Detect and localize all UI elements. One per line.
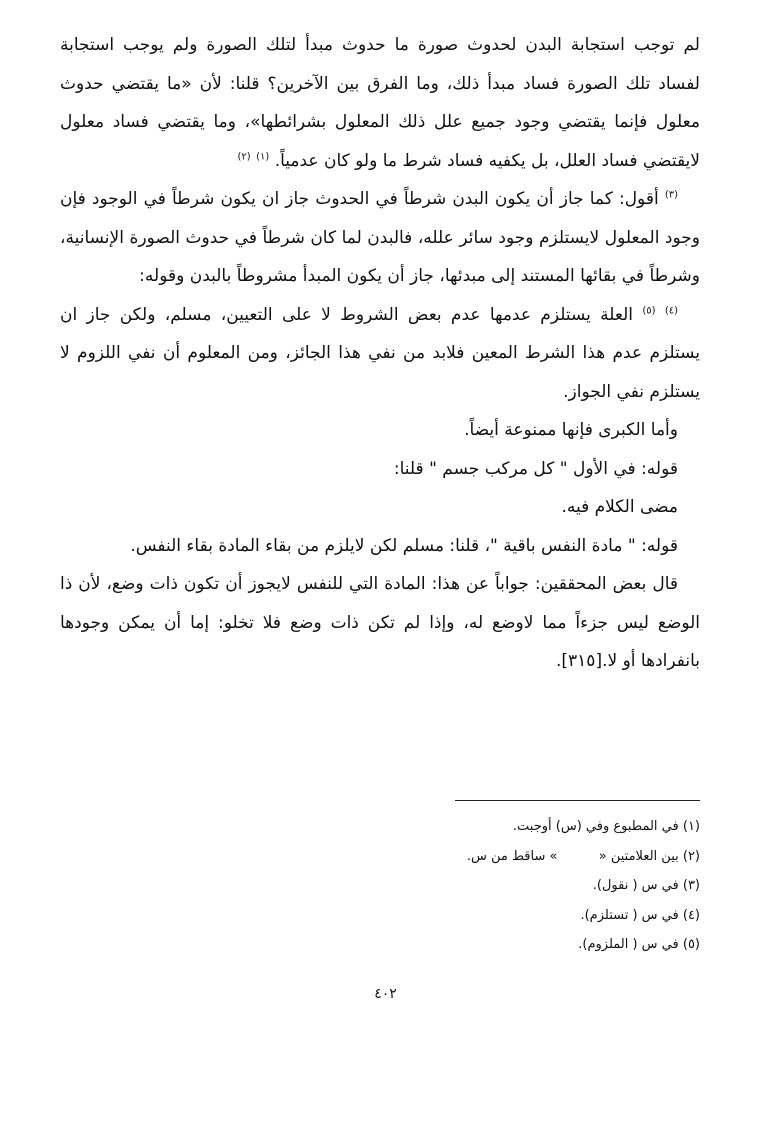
footnote-ref-5: (٥) bbox=[642, 304, 656, 316]
paragraph-1 bbox=[60, 26, 700, 180]
footnote-5: (٥) في س ( الملزوم). bbox=[578, 937, 700, 952]
paragraph-2 bbox=[60, 180, 700, 296]
footnote-ref-2: (٢) bbox=[237, 150, 251, 162]
footnote-2: (٢) بين العلامتين « » ساقط من س. bbox=[466, 848, 700, 864]
line-qawluhu-1: قوله: في الأول " كل مركب جسم " قلنا: bbox=[393, 458, 678, 479]
footnote-ref-3: (٣) bbox=[664, 189, 678, 201]
line-kubra: وأما الكبرى فإنها ممنوعة أيضاً. bbox=[464, 420, 678, 440]
paragraph-2-text: أقول: كما جاز أن يكون البدن شرطاً في الحدوث جاز ان يكون شرطاً في الوجود فإن وجود المعلول لايستلزم وجود سائر علله، فالبدن لما كان شرطاً في حدوث الصورة الإنسانية، وشرطاً في بقائها المستند إلى مبدئها، جاز أن يكون المبدأ مشروطاً بالبدن وقوله: bbox=[60, 189, 700, 286]
line-mada: مضى الكلام فيه. bbox=[561, 497, 678, 517]
paragraph-3-text: العلة يستلزم عدمها عدم بعض الشروط لا على التعيين، مسلم، ولكن جاز ان يستلزم عدم هذا الشرط المعين فلابد من نفي هذا الجائز، ومن المعلوم أن نفي اللزوم لا يستلزم نفي الجواز. bbox=[60, 304, 700, 402]
footnotes bbox=[300, 812, 700, 960]
footnote-divider bbox=[455, 800, 700, 801]
paragraph-5: قال بعض المحققين: جواباً عن هذا: المادة التي للنفس لايجوز أن تكون ذات وضع، لأن ذا الوضع ليس جزءاً مما لاوضع له، وإذا لم تكن ذات وضع فلا تخلو: إما أن يمكن وجودها بانفرادها أو لا.[٣١٥]. bbox=[60, 574, 700, 671]
footnote-1: (١) في المطبوع وفي (س) أوجبت. bbox=[512, 819, 700, 834]
page-number: ٤٠٢ bbox=[374, 986, 397, 1002]
footnote-3: (٣) في س ( نقول). bbox=[592, 878, 700, 893]
footnote-ref-1: (١) bbox=[256, 150, 270, 162]
paragraph-3 bbox=[60, 296, 700, 412]
main-text bbox=[60, 26, 700, 681]
paragraph-1-text: لم توجب استجابة البدن لحدوث صورة ما حدوث مبدأ لتلك الصورة ولم يوجب استجابة لفساد تلك الصورة فساد مبدأ ذلك، وما الفرق بين الآخرين؟ قلنا: لأن «ما يقتضي حدوث معلول فإنما يقتضي وجود جميع علل ذلك المعلول بشرائطها»، وما يقتضي فساد معلول لايقتضي فساد العلل، بل يكفيه فساد شرط ما ولو كان عدمياً. bbox=[60, 35, 700, 171]
paragraph-4: قوله: " مادة النفس باقية "، قلنا: مسلم لكن لايلزم من بقاء المادة بقاء النفس. bbox=[130, 535, 678, 556]
footnote-4: (٤) في س ( تستلزم). bbox=[580, 907, 700, 923]
footnote-ref-4: (٤) bbox=[664, 304, 679, 316]
